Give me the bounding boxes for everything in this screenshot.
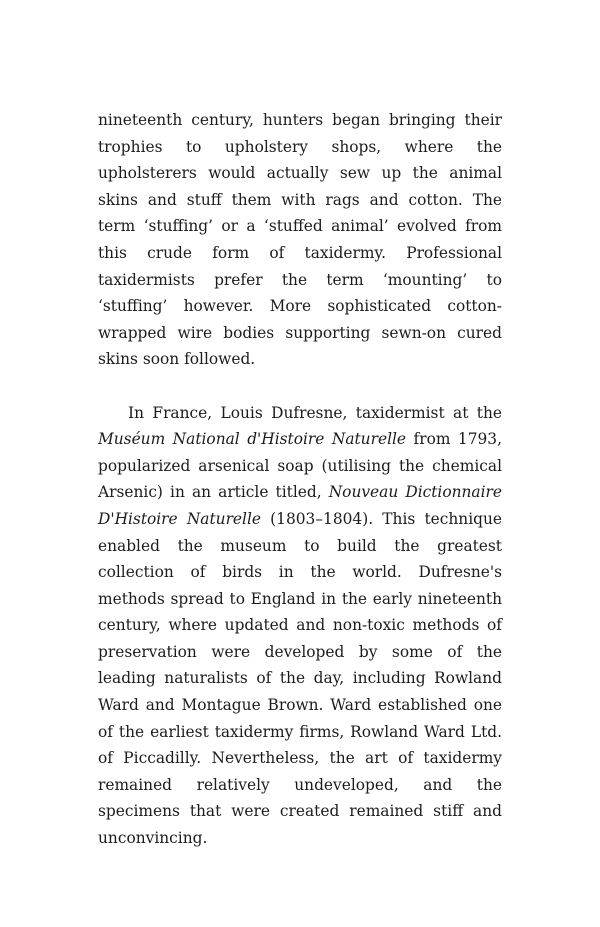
paragraph-2-text-a: In France, Louis Dufresne, taxidermist at the — [128, 403, 502, 422]
page-body — [98, 107, 502, 852]
museum-name-italic: Muséum National d'Histoire Naturelle — [98, 430, 407, 449]
paragraph-2-text-b: from 1793, popularized arsenical soap (utilising the chemical Arsenic) in an article titled, — [98, 430, 502, 502]
paragraph-2 — [98, 400, 502, 852]
paragraph-2-text-c: (1803–1804). This technique enabled the museum to build the greatest collection of birds in the world. Dufresne's methods spread to England in the early nineteenth century, where updated and non-toxic methods of preservation were developed by some of the leading naturalists of the day, including Rowland Ward and Montague Brown. Ward established one of the earliest taxidermy firms, Rowland Ward Ltd. of Piccadilly. Nevertheless, the art of taxidermy remained relatively undeveloped, and the specimens that were created remained stiff and unconvincing. — [98, 509, 503, 848]
article-title-italic: Nouveau Dictionnaire D'Histoire Naturelle — [98, 483, 502, 528]
paragraph-1-text: nineteenth century, hunters began bringing their trophies to upholstery shops, where the upholsterers would actually sew up the animal skins and stuff them with rags and cotton. The term ‘stuffing’ or a ‘stuffed animal’ evolved from this crude form of taxidermy. Professional taxidermists prefer the term ‘mounting’ to ‘stuffing’ however. More sophisticated cotton-wrapped wire bodies supporting sewn-on cured skins soon followed. — [98, 111, 502, 369]
paragraph-1 — [98, 107, 502, 373]
